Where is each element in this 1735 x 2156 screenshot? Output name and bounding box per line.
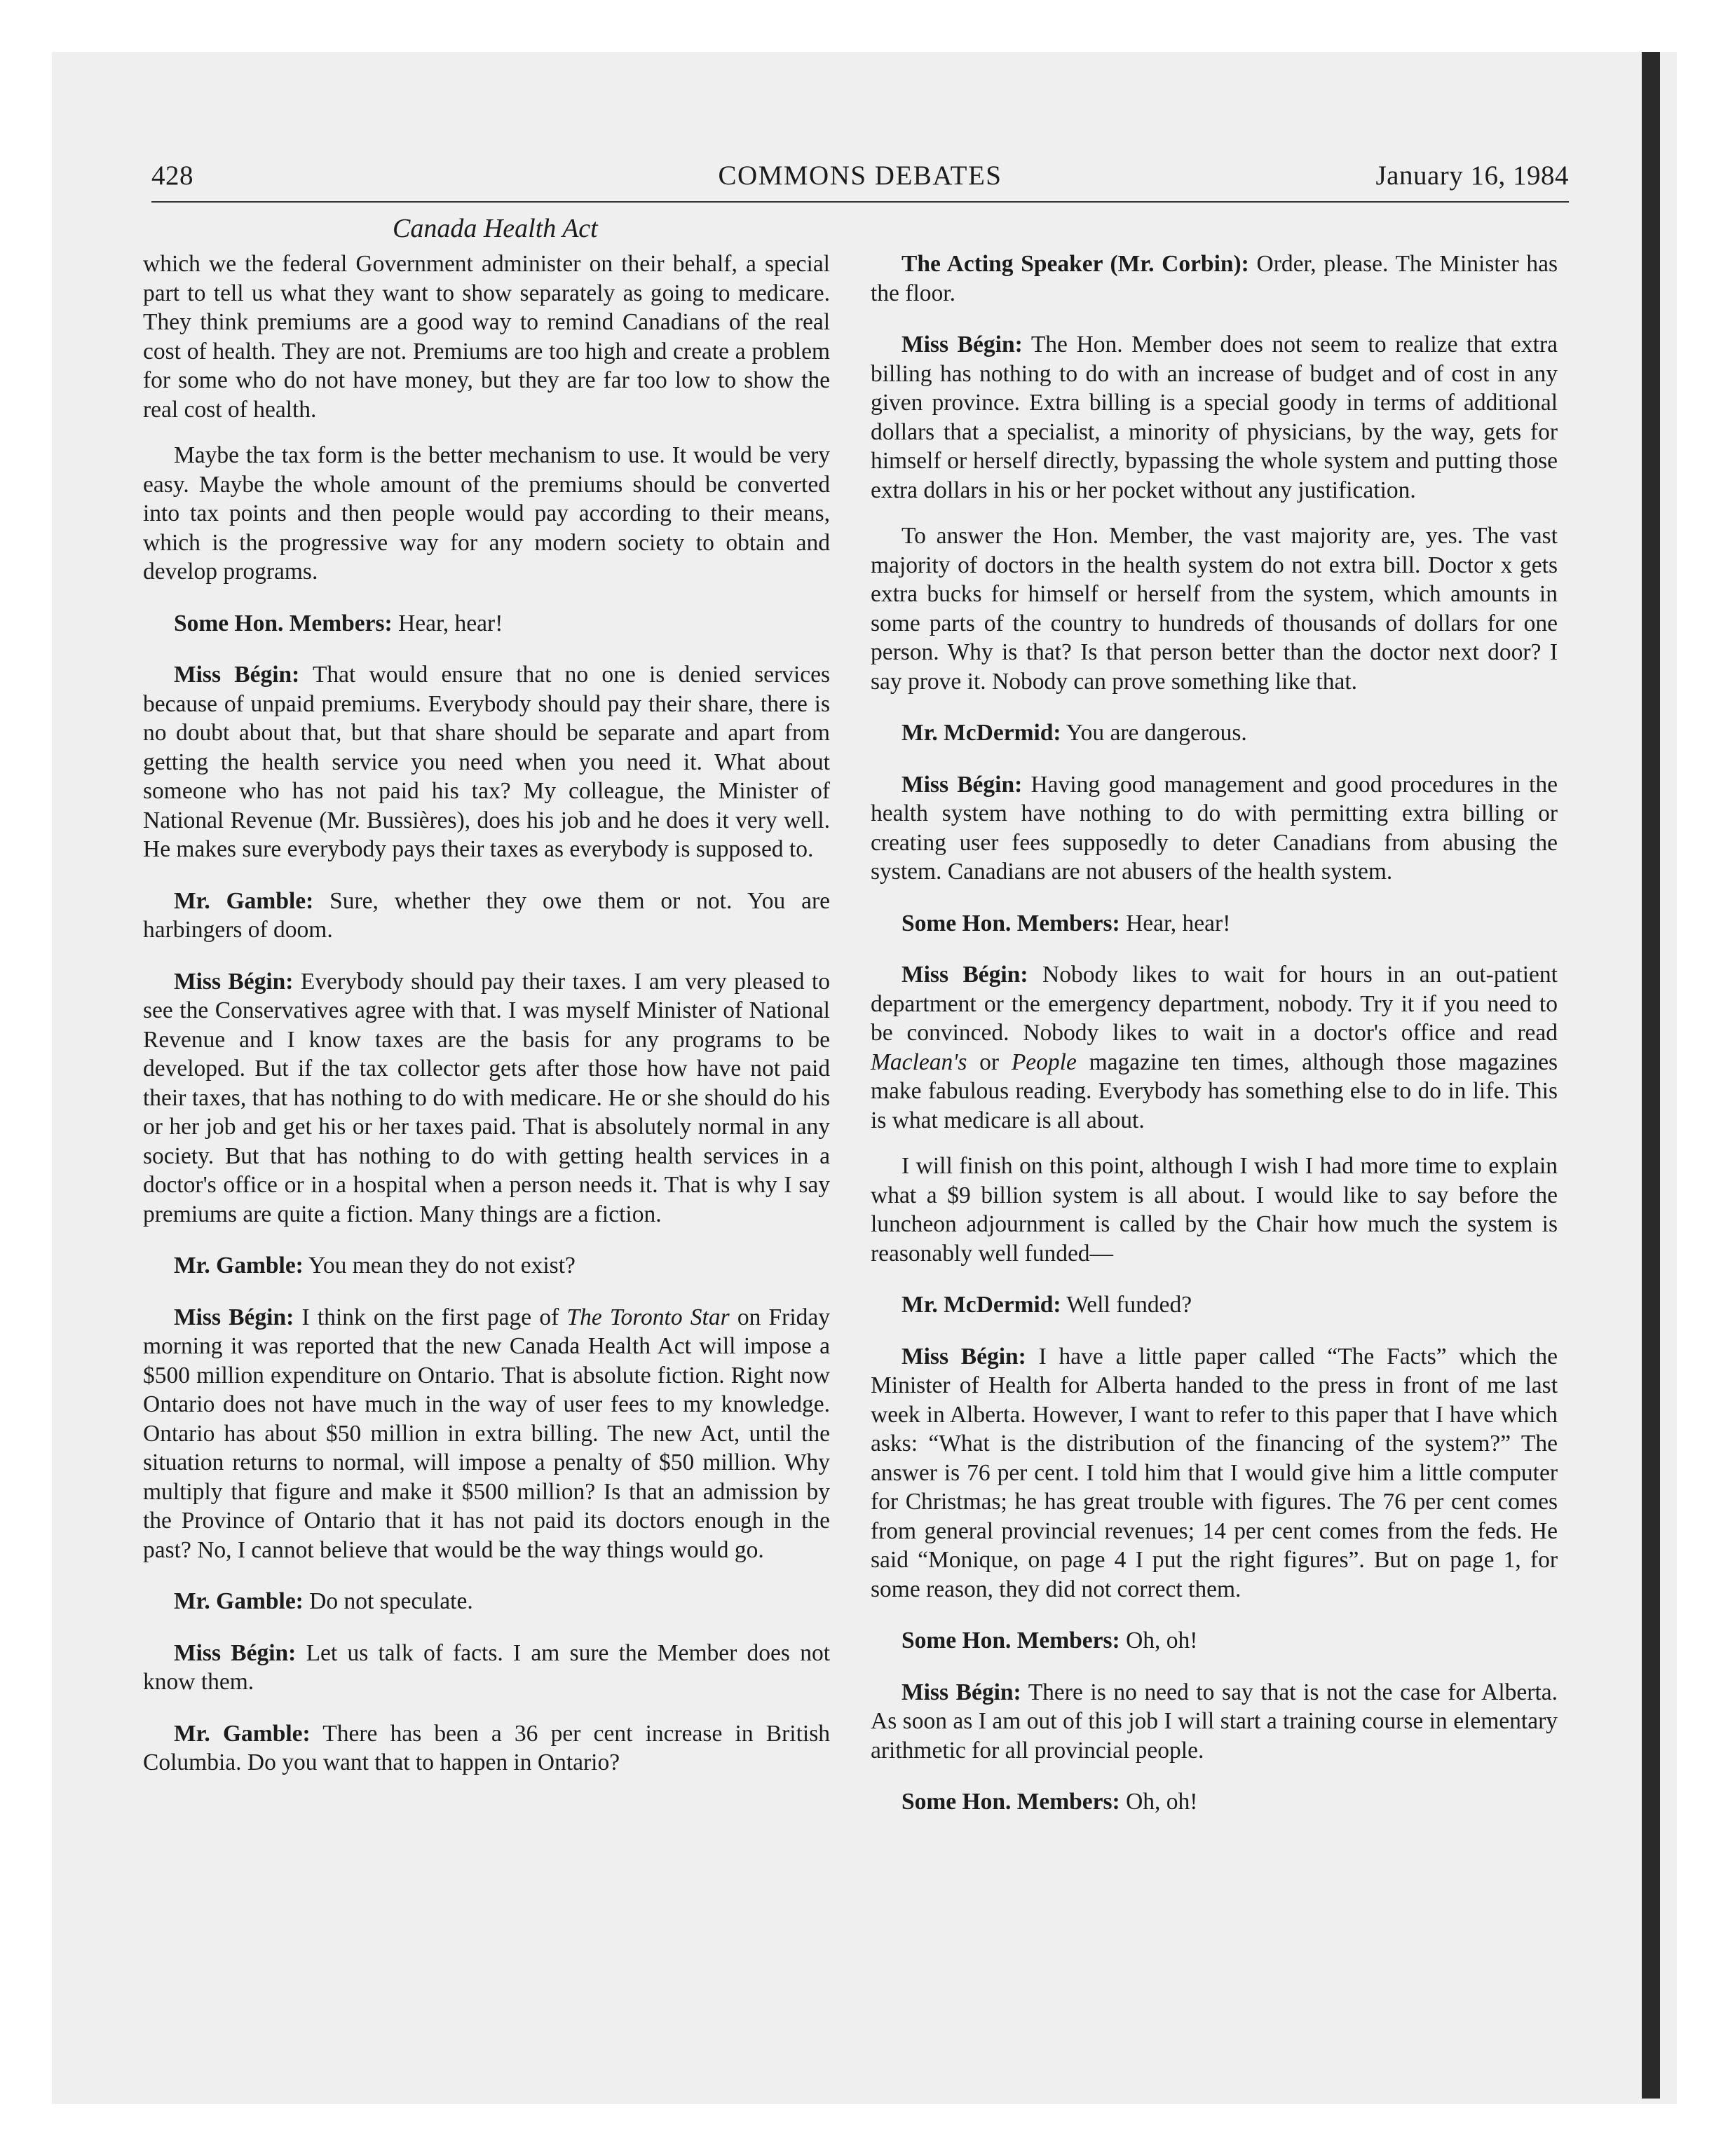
speech <box>871 1290 1558 1320</box>
speech <box>871 770 1558 887</box>
speech <box>871 250 1558 308</box>
speech-text: Do not speculate. <box>309 1588 473 1614</box>
speech <box>143 609 830 639</box>
speaker-name: Some Hon. Members: <box>174 610 393 636</box>
speaker-name: Mr. Gamble: <box>174 1720 311 1747</box>
speech-text: I have a little paper called “The Facts” which the Minister of Health for Alberta handed to the press in front of me last week in Alberta. However, I want to refer to this paper that I have which asks: “What is the distribution of the financing of the system?” The answer is 76 per cent. I told him that I would give him a little computer for Christmas; he has great trouble with figures. The 76 per cent comes from general provincial revenues; 14 per cent comes from the feds. He said “Monique, on page 4 I put the right figures”. But on page 1, for some reason, they did not correct them. <box>871 1343 1558 1602</box>
speech <box>143 1639 830 1697</box>
left-column <box>143 250 830 1800</box>
speech-text: Order, please. The Minister has the floor. <box>871 251 1558 306</box>
speaker-name: Miss Bégin: <box>174 968 294 995</box>
speech <box>871 718 1558 748</box>
paragraph <box>871 1152 1558 1268</box>
speech-text: magazine ten times, although those magazines make fabulous reading. Everybody has something else to do in life. This is what medicare is all about. <box>871 1049 1558 1133</box>
speech-text: Well funded? <box>1066 1292 1192 1318</box>
speech <box>871 1678 1558 1766</box>
newspaper-title: The Toronto Star <box>566 1304 730 1330</box>
speaker-name: Mr. McDermid: <box>901 720 1061 746</box>
speech-text: Hear, hear! <box>398 610 503 636</box>
paragraph-text: I will finish on this point, although I wish I had more time to explain what a $9 billion system is all about. I would like to say before the luncheon adjournment is called by the Chair how much the system is reasonably well funded— <box>871 1153 1558 1267</box>
speech-text: I think on the first page of <box>301 1304 567 1330</box>
speech <box>143 1587 830 1616</box>
speech-text: Nobody likes to wait for hours in an out-patient department or the emergency department, nobody. Try it if you need to be convinced. Nobody likes to wait in a doctor's office and read <box>871 962 1558 1046</box>
speech-text: You are dangerous. <box>1066 720 1247 746</box>
speaker-name: Miss Bégin: <box>901 332 1023 357</box>
magazine-title: People <box>1011 1049 1077 1075</box>
speaker-name: Mr. Gamble: <box>174 887 314 914</box>
speech <box>871 1626 1558 1656</box>
speaker-name: Miss Bégin: <box>901 962 1028 988</box>
page-number: 428 <box>151 161 193 191</box>
speech <box>143 1251 830 1281</box>
speech-text: on Friday morning it was reported that the new Canada Health Act will impose a $500 million expenditure on Ontario. That is absolute fiction. Right now Ontario does not have much in the way of user fees to my knowledge. Ontario has about $50 million in extra billing. The new Act, until the situation returns to normal, will impose a penalty of $50 million. Why multiply that figure and make it $500 million? Is that an admission by the Province of Ontario that it has not paid its doctors enough in the past? No, I cannot believe that would be the way things would go. <box>143 1304 830 1563</box>
paragraph <box>143 441 830 587</box>
speech-text: Everybody should pay their taxes. I am very pleased to see the Conservatives agree with that. I was myself Minister of National Revenue and I know taxes are the basis for any programs to be developed. But if the tax collector gets after those how have not paid their taxes, that has nothing to do with medicare. He or she should do his or her job and get his or her taxes paid. That is absolutely normal in any society. But that has nothing to do with getting health services in a doctor's office or in a hospital when a person needs it. That is why I say premiums are quite a fiction. Many things are a fiction. <box>143 968 830 1227</box>
speech <box>143 887 830 945</box>
paragraph <box>871 521 1558 696</box>
speech <box>871 909 1558 939</box>
speaker-name: Some Hon. Members: <box>901 1789 1120 1815</box>
speech <box>871 960 1558 1135</box>
speech-text: Let us talk of facts. I am sure the Member does not know them. <box>143 1639 830 1695</box>
speech <box>143 660 830 864</box>
speech-text: or <box>967 1049 1012 1075</box>
speaker-name: Miss Bégin: <box>901 1343 1026 1370</box>
right-column <box>871 250 1558 1839</box>
speech-text: Oh, oh! <box>1126 1789 1198 1815</box>
speech <box>143 1303 830 1565</box>
speaker-name: Mr. Gamble: <box>174 1588 304 1614</box>
speaker-name: Miss Bégin: <box>901 1679 1021 1705</box>
speaker-name: Miss Bégin: <box>174 1304 294 1330</box>
page-header <box>151 160 1569 202</box>
speech-text: There has been a 36 per cent increase in British Columbia. Do you want that to happen in Ontario? <box>143 1720 830 1775</box>
speech <box>143 967 830 1229</box>
paragraph-text: which we the federal Government administer on their behalf, a special part to tell us what they want to show separately as going to medicare. They think premiums are a good way to remind Canadians of the real cost of health. They are not. Premiums are too high and create a problem for some who do not have money, but they are far too low to show the real cost of health. <box>143 251 830 423</box>
speech-text: That would ensure that no one is denied services because of unpaid premiums. Everybody should pay their share, there is no doubt about that, but that share should be separate and apart from getting the health service you need when you need it. What about someone who has not paid his tax? My colleague, the Minister of National Revenue (Mr. Bussières), does his job and he does it very well. He makes sure everybody pays their taxes as everybody is supposed to. <box>143 662 830 862</box>
speech-text: There is no need to say that is not the case for Alberta. As soon as I am out of this job I will start a training course in elementary arithmetic for all provincial people. <box>871 1679 1558 1763</box>
speaker-name: The Acting Speaker (Mr. Corbin): <box>901 251 1249 277</box>
speech-text: The Hon. Member does not seem to realize that extra billing has nothing to do with an increase of budget and of cost in any given province. Extra billing is a special goody in terms of additional dollars that a specialist, a minority of physicians, by the way, gets for himself or herself directly, bypassing the whole system and putting those extra dollars in his or her pocket without any justification. <box>871 332 1558 503</box>
speaker-name: Miss Bégin: <box>174 662 300 688</box>
speech <box>871 1787 1558 1817</box>
speech-text: Sure, whether they owe them or not. You are harbingers of doom. <box>143 887 831 943</box>
publication-title: COMMONS DEBATES <box>718 161 1002 191</box>
paragraph-text: Maybe the tax form is the better mechanism to use. It would be very easy. Maybe the whole amount of the premiums should be converted into tax points and then people would pay according to their means, which is the progressive way for any modern society to obtain and develop programs. <box>143 442 830 585</box>
speech <box>871 330 1558 505</box>
publication-date: January 16, 1984 <box>1375 161 1569 191</box>
speech <box>871 1342 1558 1604</box>
speaker-name: Some Hon. Members: <box>901 1628 1120 1653</box>
magazine-title: Maclean's <box>871 1049 967 1075</box>
speaker-name: Miss Bégin: <box>174 1639 297 1666</box>
header-rule <box>151 201 1569 203</box>
speech <box>143 1719 830 1778</box>
speech-text: Hear, hear! <box>1126 910 1231 936</box>
paragraph <box>143 250 830 424</box>
binding-edge <box>1642 52 1660 2099</box>
speaker-name: Some Hon. Members: <box>901 910 1120 936</box>
paragraph-text: To answer the Hon. Member, the vast majority are, yes. The vast majority of doctors in the health system do not extra bill. Doctor x gets extra bucks for himself or herself from the system, which amounts in some parts of the country to hundreds of thousands of dollars for one person. Why is that? Is that person better than the doctor next door? I say prove it. Nobody can prove something like that. <box>871 523 1558 695</box>
speech-text: Having good management and good procedures in the health system have nothing to do with permitting extra billing or creating user fees supposedly to deter Canadians from abusing the system. Canadians are not abusers of the health system. <box>871 771 1558 885</box>
speech-text: Oh, oh! <box>1126 1628 1198 1653</box>
speaker-name: Mr. Gamble: <box>174 1253 304 1278</box>
speaker-name: Mr. McDermid: <box>901 1292 1061 1318</box>
speech-text: You mean they do not exist? <box>308 1253 576 1278</box>
speaker-name: Miss Bégin: <box>901 771 1023 798</box>
section-heading: Canada Health Act <box>393 214 598 243</box>
